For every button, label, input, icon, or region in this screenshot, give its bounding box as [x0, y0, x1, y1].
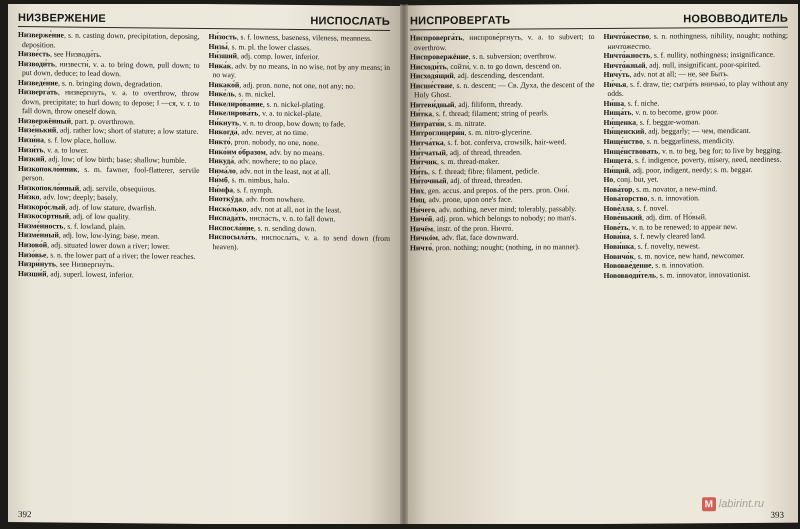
dictionary-entry: Низме́нный, adj. low, low-lying; base, mean.: [18, 230, 160, 242]
dictionary-entry: Ни́чего, adv. nothing, never mind; tolerably, passably.: [410, 204, 577, 215]
dictionary-entry: Ни́щий, adj. poor, indigent, needy; s. m. beggar.: [603, 164, 753, 175]
dictionary-entry: Нисходя́щий, adj. descending, descendant.: [410, 70, 545, 81]
dictionary-entry: Ни́зость, s. f. lowness, baseness, vileness, meanness.: [208, 32, 372, 43]
dictionary-entry: Низме́нность, s. f. lowland, plain.: [18, 220, 126, 232]
dictionary-entry: Нисше́ствие, s. n. descent; — Св. Духа, the descent of the Holy Ghost.: [410, 79, 595, 100]
dictionary-entry: Нище́нство, s. n. beggarliness, mendicity.: [603, 136, 735, 146]
right-header-last-word: НОВОВВОДИТЕЛЬ: [683, 12, 788, 26]
dictionary-entry: Ни́зко, adv. low; deeply; basely.: [18, 192, 118, 203]
right-header-first-word: НИСПРОВЕРГАТЬ: [410, 14, 511, 28]
dictionary-entry: Ниоткýда, adv. from nowhere.: [208, 194, 305, 205]
labirint-watermark: [702, 497, 764, 511]
dictionary-entry: Ниспосыла́ть, ниспосла́ть, v. a. to send down (from heaven).: [208, 232, 390, 252]
dictionary-entry: Низводи́ть, низвести́, v. a. to bring down, pull down; to put down, deduce; to lead down.: [18, 58, 200, 79]
dictionary-entry: Нисходи́ть, сойти́, v. n. to go down, descend on.: [410, 60, 562, 71]
dictionary-entry: Ниско́лько, adv. not at all, not in the least.: [208, 203, 342, 215]
dictionary-entry: Ни́тчатый, adj. of thread, threaden.: [410, 147, 522, 157]
dictionary-entry: Ни́тка, s. f. thread; filament; string of pearls.: [410, 108, 549, 119]
watermark-text: labirint.ru: [718, 497, 764, 511]
dictionary-entry: Ничу́ть, adv. not at all; — не, see Бы́ть.: [603, 69, 729, 80]
labirint-logo-icon: M: [702, 497, 716, 511]
dictionary-entry: Низкосо́ртный, adj. of low quality.: [18, 211, 130, 222]
dictionary-entry: Новичо́к, s. m. novice, new hand, newcomer.: [603, 250, 745, 261]
dictionary-entry: Нововве́дение, s. n. innovation.: [603, 260, 705, 271]
dictionary-entry: Низве́сть, see Низводи́ть.: [18, 49, 102, 60]
dictionary-entry: Ничто́жество, s. n. nothingness, nihility, nought; nothing; ничтожество.: [603, 30, 788, 51]
dictionary-entry: Никелирова́ть, v. a. to nickel-plate.: [208, 108, 322, 119]
dictionary-entry: Низкоро́слый, adj. of low stature, dwarfish.: [18, 201, 157, 213]
dictionary-entry: Ничкóм, adv. flat, face downward.: [410, 233, 519, 243]
dictionary-entry: Нитеви́дный, adj. filiform, thready.: [410, 99, 523, 110]
dictionary-entry: Низи́на, s. f. low place, hollow.: [18, 135, 117, 146]
dictionary-entry: Низверже́ние, s. n. casting down, precipitation, deposing, deposition.: [18, 30, 200, 49]
left-page: [8, 4, 400, 524]
left-running-header: [18, 10, 390, 31]
left-page-number: 392: [18, 509, 32, 520]
dictionary-entry: Низы́, s. m. pl. the lower classes.: [208, 41, 312, 52]
dictionary-entry: Ничто́жный, adj. null, insignificant, poor-spirited.: [603, 59, 761, 70]
dictionary-entry: Низкий, adj. low; of low birth; base; shallow; humble.: [18, 154, 187, 165]
dictionary-entry: Низо́вье, s. n. the lower part of a river; the lower reaches.: [18, 249, 196, 261]
dictionary-entry: Ничём, instr. of the pron. Ничто́.: [410, 223, 514, 234]
dictionary-entry: Никогда́, adv. never, at no time.: [208, 127, 309, 138]
dictionary-entry: Ниц, adv. prone, upon one's face.: [410, 194, 513, 205]
right-column-2: [603, 30, 789, 511]
left-header-first-word: НИЗВЕРЖЕНИЕ: [18, 12, 106, 25]
dictionary-entry: Нова́тор, s. m. novator, a new-mind.: [603, 183, 718, 194]
dictionary-entry: Низи́ть, v. a. to lower.: [18, 144, 89, 155]
right-page-number: 393: [770, 509, 784, 520]
right-column-1: [410, 32, 595, 509]
dictionary-entry: Нище́нствовать, v. n. to beg, beg for; to live by begging.: [603, 145, 782, 156]
dictionary-entry: Никто́, pron. nobody, no one, none.: [208, 137, 320, 148]
dictionary-entry: Нове́ть, v. n. to be renewed; to appear new.: [603, 221, 738, 232]
dictionary-entry: Ни́щенский, adj. beggarly; — чем, mendicant.: [603, 126, 751, 137]
dictionary-entry: Ни́зший, adj. comp. lower, inferior.: [208, 51, 320, 62]
dictionary-entry: Ника́к, adv. by no means, in no wise, not by any means; in no way.: [208, 60, 390, 80]
dictionary-entry: Никако́й, adj. pron. none, not one, not any; no.: [208, 79, 355, 91]
dictionary-entry: Ниспроверга́ть, ниспрове́ргнуть, v. a. to subvert; to overthrow.: [410, 32, 595, 52]
dictionary-entry: Низверга́ть, низве́ргнуть, v. a. to overthrow, throw down, precipitate; to hurl down; to depose; ‖ —ся, v. r. to fall down, throw oneself down.: [18, 87, 200, 117]
dictionary-entry: Ни́мфа, s. f. nymph.: [208, 184, 273, 195]
dictionary-entry: Низри́нуть, see Низвергну́ть.: [18, 259, 115, 270]
right-page: [400, 4, 798, 524]
dictionary-entry: Низово́й, adj. situated lower down a river; lower.: [18, 240, 170, 251]
dictionary-entry: Низвержённый, part. p. overthrown.: [18, 115, 135, 127]
dictionary-entry: Ни́точный, adj. of thread, threaden.: [410, 175, 523, 186]
dictionary-entry: Низе́нький, adj. rather low; short of stature; a low stature.: [18, 125, 199, 137]
dictionary-entry: Нико́им о́бразом, adv. by no means.: [208, 146, 325, 157]
dictionary-entry: Ниспровержéние, s. n. subversion; overthrow.: [410, 51, 557, 62]
dictionary-entry: Ниспосла́ние, s. n. sending down.: [208, 222, 317, 234]
dictionary-entry: Нова́торство, s. n. innovation.: [603, 193, 700, 204]
dictionary-entry: Ниспада́ть, ниспа́сть, v. n. to fall down.: [208, 213, 336, 224]
dictionary-entry: Ничто́, pron. nothing; nought; (nothing, in no manner).: [410, 242, 580, 253]
dictionary-entry: Ни́ть, s. f. thread; fibre; filament, pedicle.: [410, 166, 540, 176]
dictionary-entry: Но, conj. but, yet.: [603, 174, 659, 185]
dictionary-entry: Низведе́ние, s. n. bringing down, degradation.: [18, 77, 163, 89]
right-running-header: [410, 11, 788, 31]
dictionary-entry: Низкопокло́нник, s. m. fawner, fool-flatterer, servile person.: [18, 163, 200, 183]
open-book: [8, 4, 798, 524]
dictionary-entry: Ни́тчик, s. m. thread-maker.: [410, 156, 500, 167]
dictionary-entry: Нища́ть, v. n. to become, grow poor.: [603, 107, 719, 118]
dictionary-entry: Нововводи́тель, s. m. innovator, innovationist.: [603, 269, 751, 280]
left-column-2: [209, 32, 391, 510]
dictionary-entry: Нове́лла, s. f. novel.: [603, 203, 669, 213]
dictionary-entry: Них, gen. accus. and prepos. of the pers. pron. Они́.: [410, 184, 570, 196]
dictionary-entry: Ни́чья, s. f. draw, tie; сыгра́ть вничью́, to play without any odds.: [603, 78, 788, 99]
dictionary-entry: Ни́щенка, s. f. beggar-woman.: [603, 117, 701, 127]
dictionary-entry: Низкопокло́нный, adj. servile, obsequious.: [18, 182, 157, 194]
dictionary-entry: Никуда́, adv. nowhere; to no place.: [208, 156, 318, 167]
book-gutter: [400, 4, 408, 524]
dictionary-entry: Нитрати́н, s. m. nitrate.: [410, 118, 486, 129]
left-header-last-word: НИСПОСЛАТЬ: [310, 15, 390, 28]
dictionary-entry: Низши́й, adj. superl. lowest, inferior.: [18, 268, 134, 279]
dictionary-entry: Нике́ль, s. m. nickel.: [208, 89, 276, 100]
dictionary-entry: Никелиро́вание, s. n. nickel-plating.: [208, 98, 326, 110]
dictionary-entry: Нима́ло, adv. not in the least, not at all.: [208, 165, 331, 176]
dictionary-entry: Нове́нький, adj. dim. of Но́вый.: [603, 212, 707, 223]
dictionary-entry: Нитроглицери́н, s. m. nitro-glycerine.: [410, 127, 532, 138]
dictionary-entry: Ниче́й, adj. pron. which belongs to nobody; no man's.: [410, 213, 577, 224]
dictionary-entry: Нови́на, s. f. newly cleared land.: [603, 231, 706, 242]
left-column-1: [18, 30, 200, 508]
dictionary-entry: Нищета́, s. f. indigence, poverty, misery, need, neediness.: [603, 154, 782, 166]
dictionary-entry: Нови́нка, s. f. novelty, newest.: [603, 241, 700, 251]
dictionary-entry: Ни́мб, s. m. nimbus, halo.: [208, 175, 290, 186]
dictionary-entry: Нитча́тка, s. f. bot. conferva, crowsilk, hair-weed.: [410, 137, 567, 148]
dictionary-entry: Ничто́жность, s. f. nullity, nothingness; insignificance.: [603, 49, 775, 61]
dictionary-entry: Ни́ша, s. f. niche.: [603, 98, 660, 108]
dictionary-entry: Ни́кнуть, v. n. to droop, bow down; to fade.: [208, 117, 346, 129]
